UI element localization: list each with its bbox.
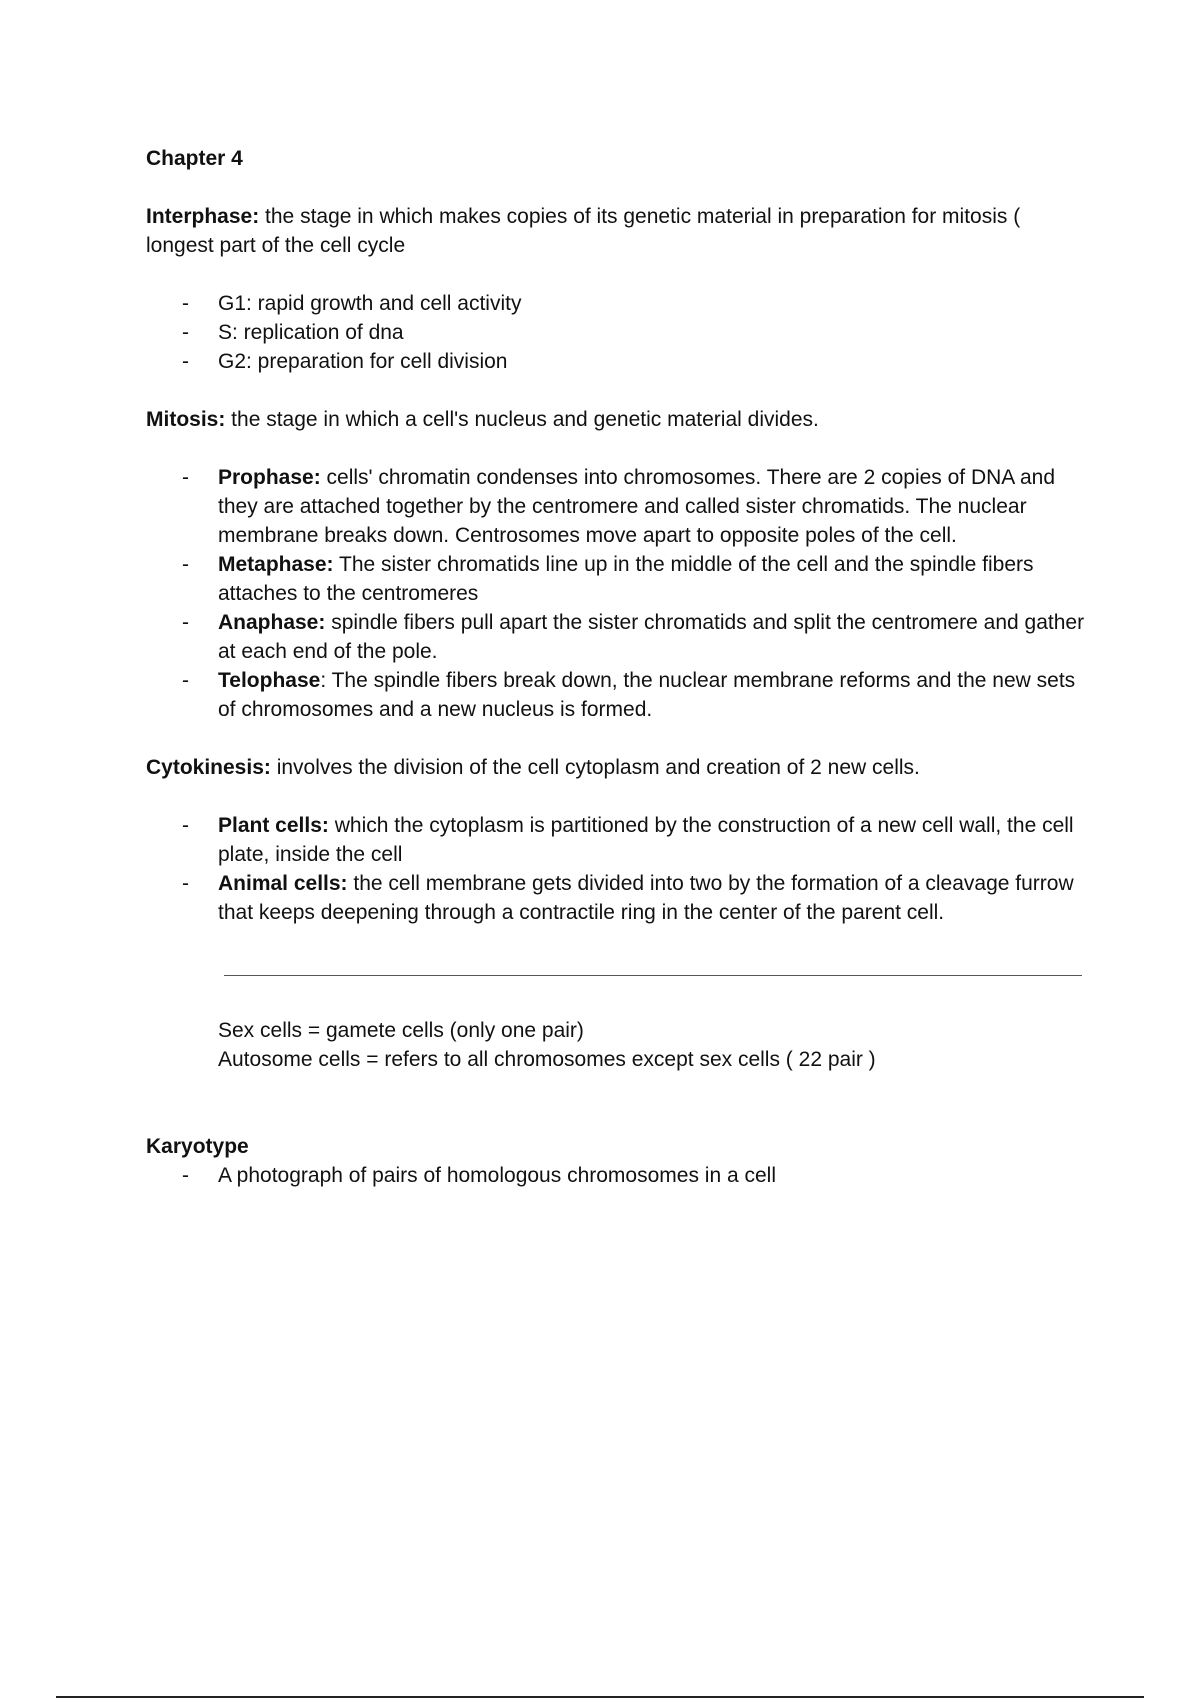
list-item-prophase xyxy=(182,463,1086,550)
page-bottom-rule xyxy=(56,1696,1144,1698)
phase-text: cells' chromatin condenses into chromosomes. There are 2 copies of DNA and they are attached together by the centromere and called sister chromatids. The nuclear membrane breaks down. Centrosomes move apart to opposite poles of the cell. xyxy=(218,466,1056,547)
list-item-text: G1: rapid growth and cell activity xyxy=(218,292,522,315)
mitosis-paragraph xyxy=(146,405,1086,434)
cytokinesis-paragraph xyxy=(146,753,1086,782)
karyotype-list xyxy=(146,1161,1086,1190)
bullet-dash: - xyxy=(182,872,189,895)
cytokinesis-term: Cytokinesis: xyxy=(146,756,271,779)
phase-term: Telophase xyxy=(218,669,321,692)
list-item-animal-cells xyxy=(182,869,1086,927)
document-page xyxy=(146,144,1086,1219)
list-item-plant-cells xyxy=(182,811,1086,869)
chapter-title: Chapter 4 xyxy=(146,147,243,170)
note-sex-cells: Sex cells = gamete cells (only one pair) xyxy=(218,1019,584,1042)
item-term: Animal cells: xyxy=(218,872,348,895)
bullet-dash: - xyxy=(182,292,189,315)
bullet-dash: - xyxy=(182,350,189,373)
horizontal-divider xyxy=(224,975,1082,976)
bullet-dash: - xyxy=(182,553,189,576)
notes-block xyxy=(146,1016,1086,1074)
list-item xyxy=(182,289,1086,318)
list-item xyxy=(182,318,1086,347)
list-item xyxy=(182,1161,1086,1190)
bullet-dash: - xyxy=(182,1164,189,1187)
cytokinesis-definition: involves the division of the cell cytoplasm and creation of 2 new cells. xyxy=(270,756,920,779)
bullet-dash: - xyxy=(182,814,189,837)
bullet-dash: - xyxy=(182,321,189,344)
interphase-definition: the stage in which makes copies of its genetic material in preparation for mitosis ( longest part of the cell cycle xyxy=(146,205,1021,257)
phase-term: Prophase: xyxy=(218,466,321,489)
list-item-telophase xyxy=(182,666,1086,724)
karyotype-heading: Karyotype xyxy=(146,1135,249,1158)
cytokinesis-list xyxy=(146,811,1086,927)
list-item-text: S: replication of dna xyxy=(218,321,404,344)
interphase-list xyxy=(146,289,1086,376)
phase-text: spindle fibers pull apart the sister chromatids and split the centromere and gather at each end of the pole. xyxy=(218,611,1085,663)
phase-term: Metaphase: xyxy=(218,553,334,576)
item-text: which the cytoplasm is partitioned by the construction of a new cell wall, the cell plate, inside the cell xyxy=(218,814,1074,866)
list-item xyxy=(182,347,1086,376)
mitosis-term: Mitosis: xyxy=(146,408,226,431)
mitosis-definition: the stage in which a cell's nucleus and genetic material divides. xyxy=(225,408,819,431)
note-autosome-cells: Autosome cells = refers to all chromosomes except sex cells ( 22 pair ) xyxy=(218,1048,876,1071)
phase-text: The sister chromatids line up in the middle of the cell and the spindle fibers attaches to the centromeres xyxy=(218,553,1034,605)
interphase-paragraph xyxy=(146,202,1086,260)
bullet-dash: - xyxy=(182,669,189,692)
interphase-term: Interphase: xyxy=(146,205,260,228)
list-item-anaphase xyxy=(182,608,1086,666)
item-term: Plant cells: xyxy=(218,814,329,837)
list-item-text: G2: preparation for cell division xyxy=(218,350,508,373)
list-item-text: A photograph of pairs of homologous chromosomes in a cell xyxy=(218,1164,776,1187)
item-text: the cell membrane gets divided into two by the formation of a cleavage furrow that keeps deepening through a contractile ring in the center of the parent cell. xyxy=(218,872,1074,924)
bullet-dash: - xyxy=(182,466,189,489)
mitosis-phases-list xyxy=(146,463,1086,724)
bullet-dash: - xyxy=(182,611,189,634)
phase-term: Anaphase: xyxy=(218,611,326,634)
list-item-metaphase xyxy=(182,550,1086,608)
phase-text: : The spindle fibers break down, the nuclear membrane reforms and the new sets of chromosomes and a new nucleus is formed. xyxy=(218,669,1076,721)
